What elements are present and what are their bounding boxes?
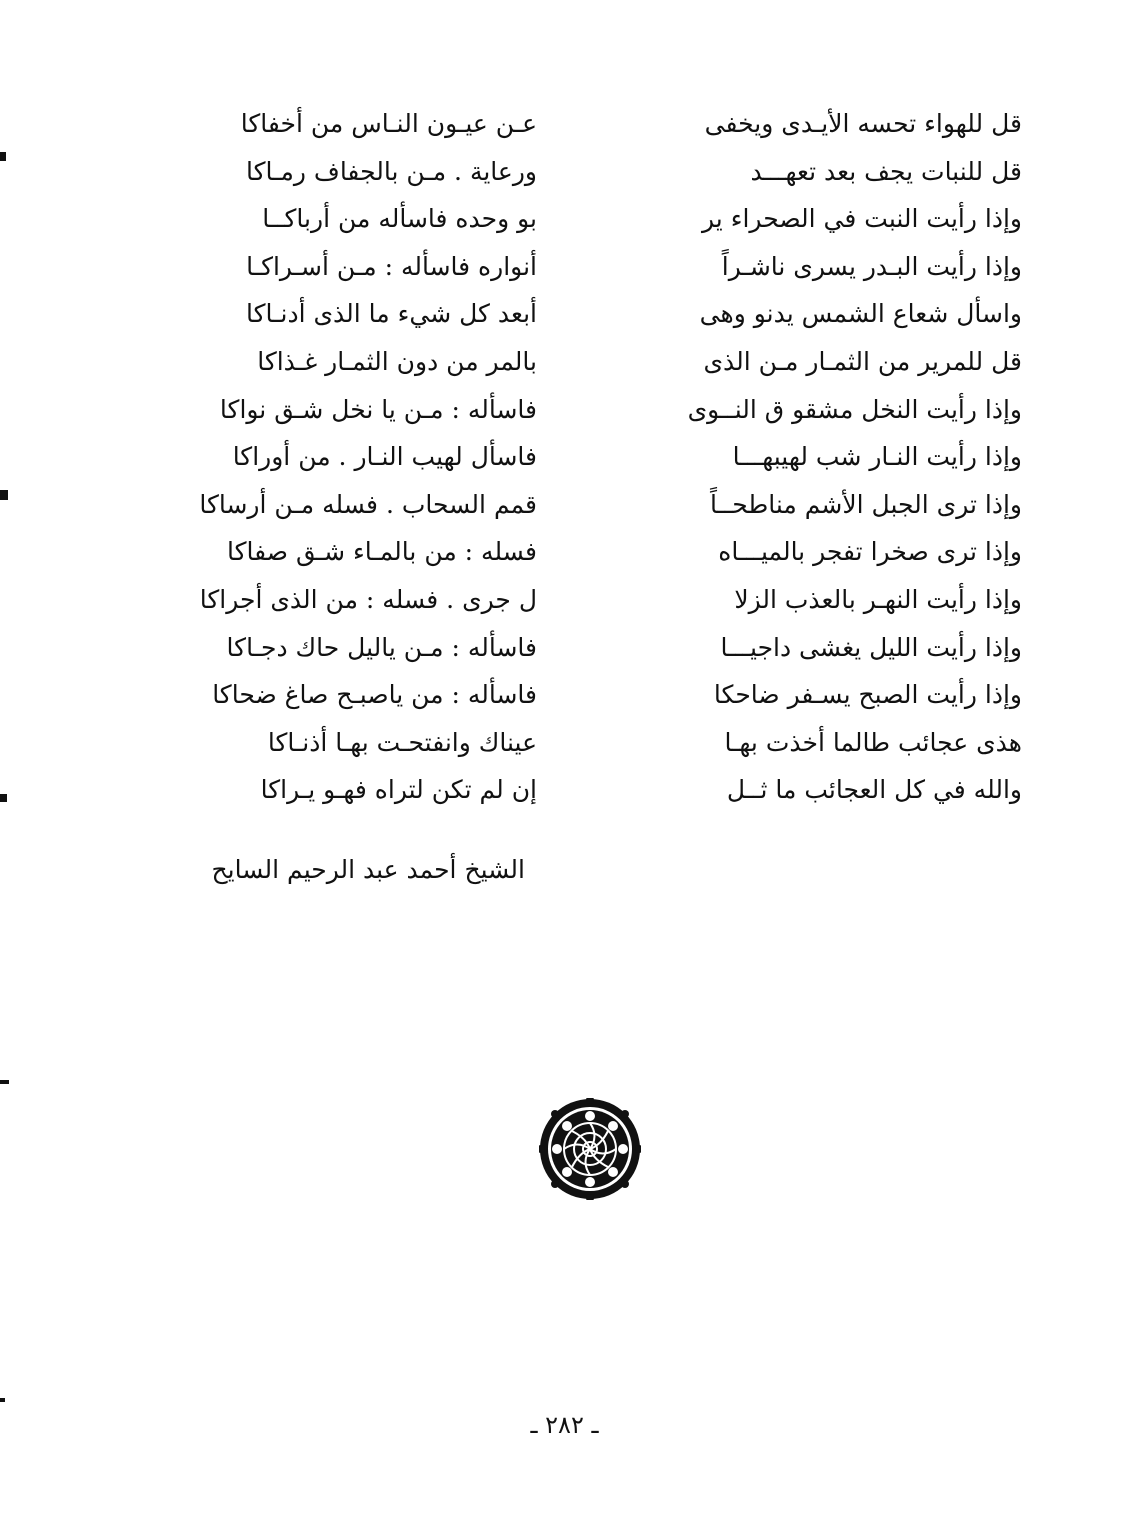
verse-line: قل للنبات يجف بعد تعهـــد: [750, 156, 1022, 186]
verse-line: إن لم تكن لتراه فهـو يـراكا: [260, 775, 537, 805]
verse-line: فاسأل لهيب النـار . من أوراكا: [232, 442, 537, 472]
verse-line: قل للمرير من الثمـار مـن الذى: [703, 346, 1022, 376]
verse-line: بو وحده فاسأله من أرباكــا: [262, 204, 537, 234]
verse-line: وإذا ترى صخرا تفجر بالميـــاه: [718, 537, 1022, 567]
poem-author: الشيخ أحمد عبد الرحيم السايح: [211, 855, 525, 884]
verse-line: وإذا رأيت النبت في الصحراء ير: [702, 204, 1022, 234]
verse-line: هذى عجائب طالما أخذت بهـا: [724, 727, 1022, 757]
edge-mark: [0, 490, 8, 500]
verse-line: وإذا رأيت النهـر بالعذب الزلا: [734, 584, 1022, 614]
verse-line: ورعاية . مـن بالجفاف رمـاكا: [246, 156, 537, 186]
verse-line: وإذا رأيت البـدر يسرى ناشـراً: [721, 251, 1022, 281]
verse-line: وإذا ترى الجبل الأشم مناطحــاً: [709, 489, 1022, 519]
poem-right-column: [622, 100, 1022, 814]
verse-line: فسله : من بالمـاء شـق صفاكا: [227, 537, 537, 567]
verse-line: عـن عيـون النـاس من أخفاكا: [240, 109, 537, 138]
verse-line: وإذا رأيت النخل مشقو ق النــوى: [687, 394, 1022, 424]
poem-left-column: [117, 100, 537, 814]
verse-line: وإذا رأيت الليل يغشى داجيـــا: [720, 632, 1022, 662]
rosette-ornament-icon: [539, 1098, 641, 1200]
verse-line: وإذا رأيت النـار شب لهيبهـــا: [732, 442, 1022, 472]
edge-mark: [0, 794, 7, 802]
verse-line: عيناك وانفتحـت بهـا أذنـاكا: [267, 727, 537, 757]
verse-line: ل جرى . فسله : من الذى أجراكا: [199, 584, 537, 614]
edge-mark: [0, 152, 6, 161]
edge-mark: [0, 1398, 5, 1402]
verse-line: فاسأله : مـن يا نخل شـق نواكا: [219, 394, 537, 424]
verse-line: وإذا رأيت الصبح يسـفر ضاحكا: [713, 680, 1022, 710]
edge-mark: [0, 1080, 9, 1084]
verse-line: والله في كل العجائب ما ثــل: [726, 775, 1022, 805]
verse-line: أنواره فاسأله : مـن أسـراكـا: [246, 251, 537, 281]
verse-line: فاسأله : مـن ياليل حاك دجـاكا: [226, 632, 537, 662]
verse-line: بالمر من دون الثمـار غـذاكا: [257, 346, 537, 376]
verse-line: فاسأله : من ياصبـح صاغ ضحاكا: [212, 680, 537, 710]
verse-line: أبعد كل شيء ما الذى أدنـاكا: [246, 299, 537, 329]
verse-line: واسأل شعاع الشمس يدنو وهى: [699, 299, 1022, 329]
page-number: ـ ٢٨٢ ـ: [530, 1411, 599, 1439]
verse-line: قل للهواء تحسه الأيـدى ويخفى: [704, 109, 1022, 138]
verse-line: قمم السحاب . فسله مـن أرساكا: [199, 489, 537, 519]
